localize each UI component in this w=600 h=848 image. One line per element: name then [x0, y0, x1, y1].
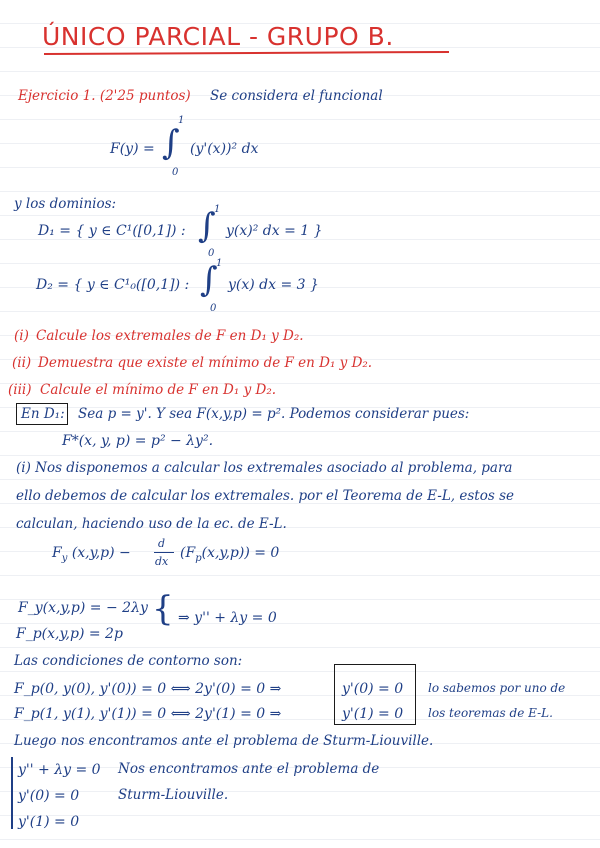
solution-line-1: Sea p = y'. Y sea F(x,y,p) = p². Podemos considerar pues: [78, 406, 470, 422]
bc-line-1: F_p(0, y(0), y'(0)) = 0 ⟺ 2y'(0) = 0 ⇒ [14, 681, 282, 697]
el-fp: (F [180, 545, 196, 561]
el-sub-p: p [195, 552, 202, 564]
domain-d2-rhs: y(x) dx = 3 } [228, 277, 319, 293]
el-equation-right [180, 546, 279, 564]
el-frac-den: dx [155, 555, 169, 568]
integral-sign-icon: ∫ [162, 123, 180, 163]
question-text: Demuestra que existe el mínimo de F en D₁ y D₂. [38, 355, 373, 371]
domain-d2-lhs: D₂ = { y ∈ C¹₀([0,1]) : [36, 277, 190, 293]
d1-upper-limit: 1 [214, 204, 221, 215]
el-args: (x,y,p) − [71, 545, 131, 561]
fstar-definition: F*(x, y, p) = p² − λy². [62, 433, 214, 449]
brace-icon: { [152, 589, 174, 629]
bc-line-2: F_p(1, y(1), y'(1)) = 0 ⟺ 2y'(1) = 0 ⇒ [14, 706, 282, 722]
system-bc-2: y'(1) = 0 [18, 814, 80, 830]
fp-line: F_p(x,y,p) = 2p [16, 626, 123, 642]
d1-lower-limit: 0 [208, 248, 215, 259]
el-end: (x,y,p)) = 0 [201, 545, 280, 561]
bc-intro: Las condiciones de contorno son: [14, 653, 243, 669]
fy-line: F_y(x,y,p) = − 2λy [18, 600, 148, 616]
el-sub-y: y [61, 552, 68, 564]
functional-lhs: F(y) = [110, 141, 155, 157]
ode-line: ⇒ y'' + λy = 0 [178, 610, 277, 626]
bc-result-2: y'(1) = 0 [342, 706, 404, 722]
system-note-2: Sturm-Liouville. [118, 787, 229, 803]
el-equation-left [52, 546, 131, 564]
functional-lower-limit: 0 [172, 167, 179, 178]
domains-intro: y los dominios: [14, 196, 117, 212]
question-number: (i) [14, 328, 29, 344]
domain-d1-lhs: D₁ = { y ∈ C¹([0,1]) : [38, 223, 186, 239]
bc-note-1: lo sabemos por uno de [428, 681, 566, 695]
title-underline [44, 51, 449, 55]
functional-integrand: (y'(x))² dx [190, 141, 259, 157]
paragraph-line: calculan, haciendo uso de la ec. de E-L. [16, 516, 287, 532]
system-equation: y'' + λy = 0 [18, 762, 101, 778]
d2-upper-limit: 1 [216, 258, 223, 269]
integral-sign-icon: ∫ [198, 206, 216, 246]
system-note-1: Nos encontramos ante el problema de [118, 761, 380, 777]
bc-result-1: y'(0) = 0 [342, 681, 404, 697]
exercise-intro: Se considera el funcional [210, 88, 383, 104]
bc-note-2: los teoremas de E-L. [428, 706, 553, 720]
exercise-label: Ejercicio 1. (2'25 puntos) [18, 88, 191, 104]
question-number: (ii) [12, 355, 32, 371]
el-frac-num: d [158, 537, 166, 550]
system-bc-1: y'(0) = 0 [18, 788, 80, 804]
question-text: Calcule el mínimo de F en D₁ y D₂. [40, 382, 277, 398]
el-f: F [52, 545, 62, 561]
d2-lower-limit: 0 [210, 303, 217, 314]
functional-upper-limit: 1 [178, 115, 185, 126]
section-label: En D₁: [21, 406, 65, 422]
page-title: ÚNICO PARCIAL - GRUPO B. [42, 22, 394, 51]
question-number: (iii) [8, 382, 32, 398]
sturm-liouville-intro: Luego nos encontramos ante el problema de Sturm-Liouville. [14, 733, 434, 749]
fraction-bar [154, 552, 174, 553]
question-text: Calcule los extremales de F en D₁ y D₂. [36, 328, 304, 344]
integral-sign-icon: ∫ [200, 260, 218, 300]
paragraph-line: ello debemos de calcular los extremales. por el Teorema de E-L, estos se [16, 488, 514, 504]
domain-d1-rhs: y(x)² dx = 1 } [226, 223, 323, 239]
paragraph-line: (i) Nos disponemos a calcular los extremales asociado al problema, para [16, 460, 513, 476]
system-bracket [11, 757, 13, 829]
